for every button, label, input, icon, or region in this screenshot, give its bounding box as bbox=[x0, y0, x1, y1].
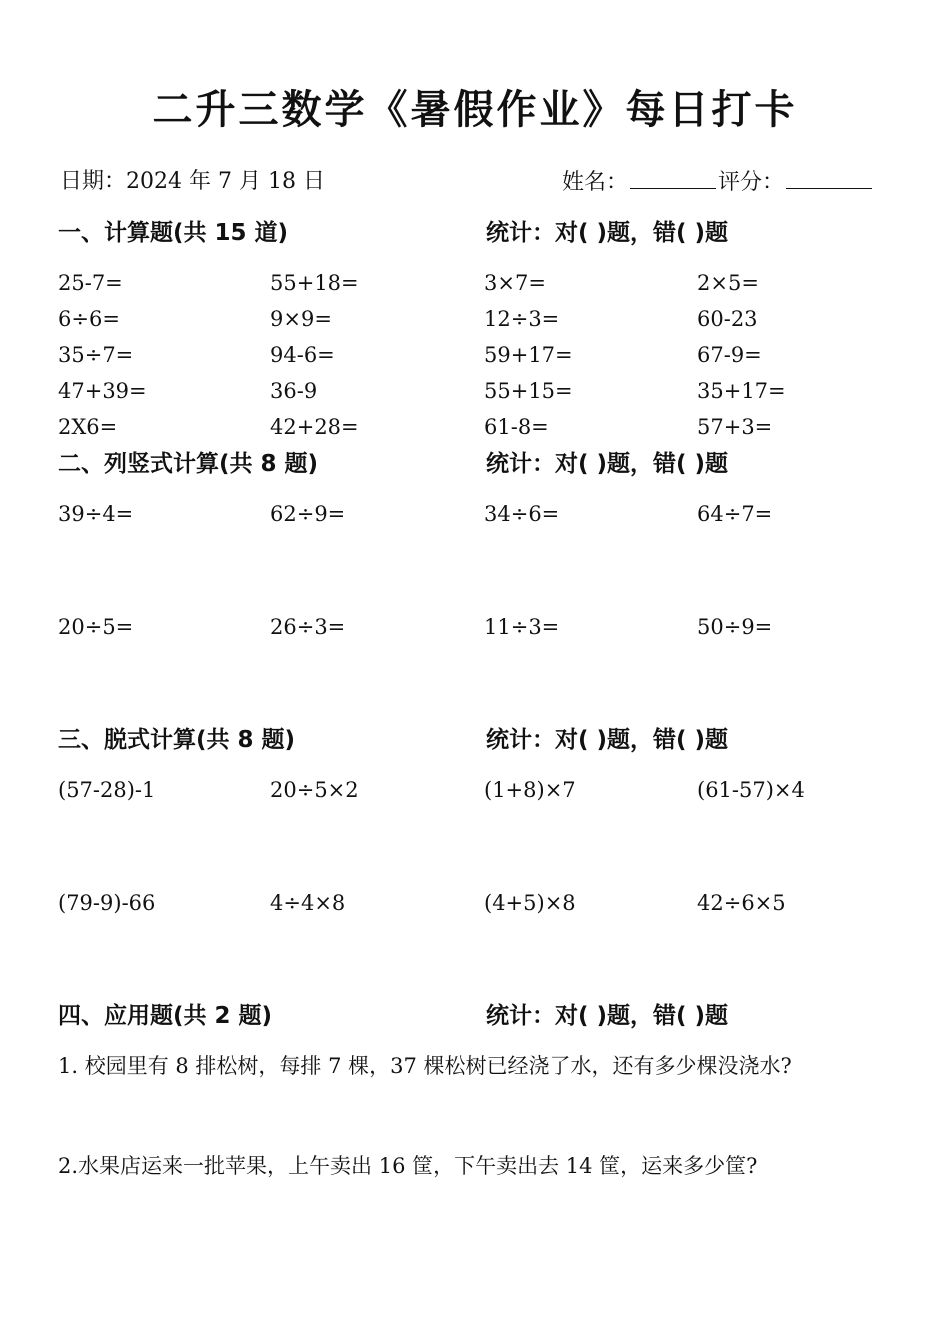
section-2-stat: 统计：对( )题，错( )题 bbox=[486, 451, 729, 477]
problem: 25-7= bbox=[58, 271, 123, 295]
section-4-title: 四、应用题(共 2 题) bbox=[58, 1003, 273, 1029]
problem: 42+28= bbox=[270, 415, 359, 439]
problem: 94-6= bbox=[270, 343, 335, 367]
section-2-title: 二、列竖式计算(共 8 题) bbox=[58, 451, 319, 477]
problem: 11÷3= bbox=[484, 615, 560, 639]
section-3-title: 三、脱式计算(共 8 题) bbox=[58, 727, 296, 753]
problem: 55+15= bbox=[484, 379, 573, 403]
score-blank[interactable] bbox=[786, 166, 872, 189]
problem: 4÷4×8 bbox=[270, 891, 346, 915]
section-1-title: 一、计算题(共 15 道) bbox=[58, 220, 289, 246]
problem: 61-8= bbox=[484, 415, 549, 439]
problem: 12÷3= bbox=[484, 307, 560, 331]
problem: (1+8)×7 bbox=[484, 778, 576, 802]
section-4-stat: 统计：对( )题，错( )题 bbox=[486, 1003, 729, 1029]
name-blank[interactable] bbox=[630, 166, 716, 189]
name-label: 姓名： bbox=[562, 170, 629, 195]
word-problem-1: 1. 校园里有 8 排松树，每排 7 棵，37 棵松树已经浇了水，还有多少棵没浇水? bbox=[58, 1054, 792, 1078]
score-label: 评分： bbox=[718, 170, 785, 195]
page-title: 二升三数学《暑假作业》每日打卡 bbox=[152, 87, 798, 133]
problem: 42÷6×5 bbox=[697, 891, 786, 915]
problem: 2×5= bbox=[697, 271, 759, 295]
problem: 3×7= bbox=[484, 271, 546, 295]
problem: 26÷3= bbox=[270, 615, 346, 639]
word-problem-2: 2.水果店运来一批苹果，上午卖出 16 筐，下午卖出去 14 筐，运来多少筐? bbox=[58, 1154, 758, 1178]
problem: (4+5)×8 bbox=[484, 891, 576, 915]
problem: 34÷6= bbox=[484, 502, 560, 526]
problem: 20÷5= bbox=[58, 615, 134, 639]
section-1-stat: 统计：对( )题，错( )题 bbox=[486, 220, 729, 246]
date-label: 日期：2024 年 7 月 18 日 bbox=[60, 169, 325, 194]
problem: 6÷6= bbox=[58, 307, 120, 331]
problem: (61-57)×4 bbox=[697, 778, 805, 802]
problem: 35+17= bbox=[697, 379, 786, 403]
problem: 60-23 bbox=[697, 307, 758, 331]
problem: (79-9)-66 bbox=[58, 891, 156, 915]
problem: 39÷4= bbox=[58, 502, 134, 526]
problem: 50÷9= bbox=[697, 615, 773, 639]
problem: 20÷5×2 bbox=[270, 778, 359, 802]
problem: 47+39= bbox=[58, 379, 147, 403]
problem: 57+3= bbox=[697, 415, 773, 439]
problem: 55+18= bbox=[270, 271, 359, 295]
problem: 64÷7= bbox=[697, 502, 773, 526]
problem: 9×9= bbox=[270, 307, 332, 331]
problem: 36-9 bbox=[270, 379, 318, 403]
section-3-stat: 统计：对( )题，错( )题 bbox=[486, 727, 729, 753]
problem: 35÷7= bbox=[58, 343, 134, 367]
problem: 67-9= bbox=[697, 343, 762, 367]
problem: 62÷9= bbox=[270, 502, 346, 526]
problem: 59+17= bbox=[484, 343, 573, 367]
problem: (57-28)-1 bbox=[58, 778, 156, 802]
name-score-area bbox=[562, 166, 874, 199]
problem: 2X6= bbox=[58, 415, 118, 439]
